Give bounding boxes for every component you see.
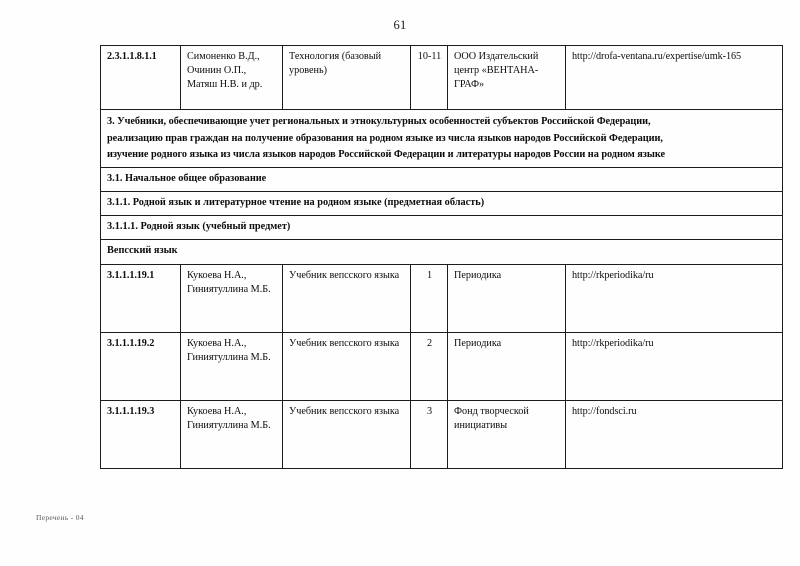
banner-line-2: реализацию прав граждан на получение образования на родном языке из числа языков народов Российской Федерации,: [107, 132, 663, 144]
cell-code: 3.1.1.1.19.3: [101, 400, 181, 468]
cell-publisher: Периодика: [448, 332, 566, 400]
cell-grades: 2: [411, 332, 448, 400]
cell-url: http://fondsci.ru: [566, 400, 783, 468]
table-row: [101, 400, 783, 468]
cell-authors: Симоненко В.Д., Очинин О.П., Матяш Н.В. и др.: [181, 46, 283, 110]
textbook-registry-table: [100, 45, 783, 469]
section-heading-3-1: 3.1. Начальное общее образование: [101, 167, 783, 191]
section-heading-3-1-1: 3.1.1. Родной язык и литературное чтение на родном языке (предметная область): [101, 191, 783, 215]
cell-code: 3.1.1.1.19.1: [101, 264, 181, 332]
cell-code: 2.3.1.1.8.1.1: [101, 46, 181, 110]
cell-grades: 3: [411, 400, 448, 468]
language-group-heading: Вепсский язык: [101, 239, 783, 264]
cell-title: Технология (базовый уровень): [283, 46, 411, 110]
cell-grades: 10-11: [411, 46, 448, 110]
table-row: [101, 332, 783, 400]
page-footer: Перечень - 04: [36, 513, 84, 522]
banner-line-1: 3. Учебники, обеспечивающие учет региональных и этнокультурных особенностей субъектов Российской Федерации,: [107, 116, 651, 127]
banner-line-3: изучение родного языка из числа языков народов Российской Федерации и литературы народов России на родном языке: [107, 149, 665, 161]
cell-authors: Кукоева Н.А., Гиниятуллина М.Б.: [181, 264, 283, 332]
table-section-row: [101, 167, 783, 191]
cell-publisher: Периодика: [448, 264, 566, 332]
cell-publisher: Фонд творческой инициативы: [448, 400, 566, 468]
table-section-row: [101, 191, 783, 215]
table-row: [101, 46, 783, 110]
page-number: 61: [393, 18, 407, 32]
cell-authors: Кукоева Н.А., Гиниятуллина М.Б.: [181, 400, 283, 468]
table-row: [101, 264, 783, 332]
table-language-row: [101, 239, 783, 264]
cell-title: Учебник вепсского языка: [283, 264, 411, 332]
cell-authors: Кукоева Н.А., Гиниятуллина М.Б.: [181, 332, 283, 400]
cell-url: http://rkperiodika/ru: [566, 332, 783, 400]
cell-publisher: ООО Издательский центр «ВЕНТАНА-ГРАФ»: [448, 46, 566, 110]
cell-url: http://drofa-ventana.ru/expertise/umk-165: [566, 46, 783, 110]
cell-title: Учебник вепсского языка: [283, 400, 411, 468]
section-banner: [101, 110, 783, 168]
table-section-row: [101, 215, 783, 239]
cell-code: 3.1.1.1.19.2: [101, 332, 181, 400]
table-banner-row: [101, 110, 783, 168]
cell-grades: 1: [411, 264, 448, 332]
cell-url: http://rkperiodika/ru: [566, 264, 783, 332]
cell-title: Учебник вепсского языка: [283, 332, 411, 400]
section-heading-3-1-1-1: 3.1.1.1. Родной язык (учебный предмет): [101, 215, 783, 239]
